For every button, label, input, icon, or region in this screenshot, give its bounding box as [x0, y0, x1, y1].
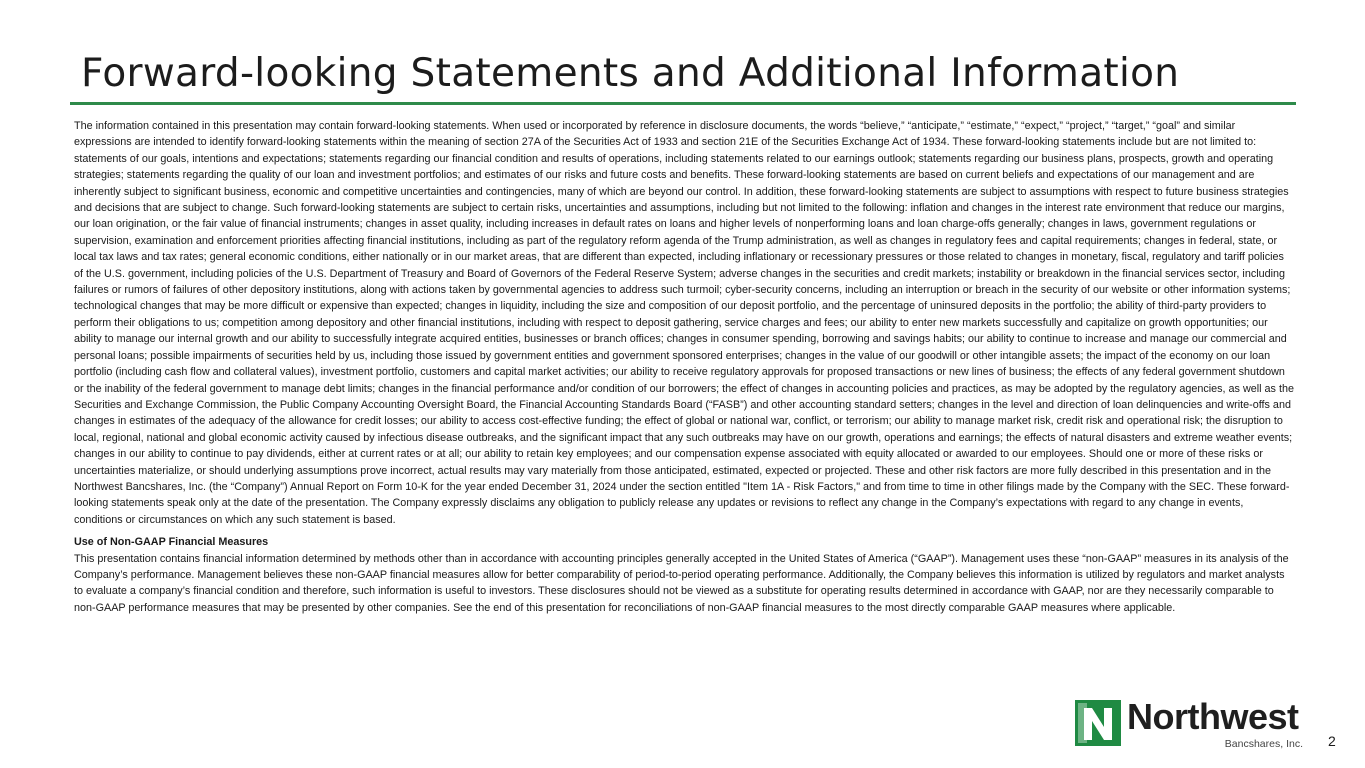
forward-looking-paragraph: The information contained in this presentation may contain forward-looking statements. When used or incorporated by reference in disclosure documents, the words “believe,” “anticipate,” “estimate,” “expect,” “project,” “target,” “goal” and similar expressions are intended to identify forward-looking statements within the meaning of section 27A of the Securities Act of 1933 and section 21E of the Securities Exchange Act of 1934. These forward-looking statements include but are not limited to: statements of our goals, intentions and expectations; statements regarding our financial condition and results of operations, including statements related to our earnings outlook; statements regarding our business plans, prospects, growth and operating strategies; statements regarding the quality of our loan and investment portfolios; and estimates of our risks and future costs and benefits. These forward-looking statements are based on current beliefs and expectations of our management and are inherently subject to significant business, economic and competitive uncertainties and contingencies, many of which are beyond our control. In addition, these forward-looking statements are subject to assumptions with respect to future business strategies and decisions that are subject to change. Such forward-looking statements are subject to certain risks, uncertainties and assumptions, including but not limited to the following: inflation and changes in the interest rate environment that reduce our margins, our loan origination, or the fair value of financial instruments; changes in asset quality, including increases in default rates on loans and higher levels of nonperforming loans and loan charge-offs generally; changes in laws, government regulations or supervision, examination and enforcement priorities affecting financial institutions, including as part of the regulatory reform agenda of the Trump administration, as well as changes in regulatory fees and capital requirements; changes in federal, state, or local tax laws and tax rates; general economic conditions, either nationally or in our market areas, that are different than expected, including inflationary or recessionary pressures or those related to changes in monetary, fiscal, regulatory and tariff policies of the U.S. government, including policies of the U.S. Department of Treasury and Board of Governors of the Federal Reserve System; adverse changes in the securities and credit markets; instability or breakdown in the financial services sector, including failures or rumors of failures of other depository institutions, along with actions taken by governmental agencies to address such turmoil; cyber-security concerns, including an interruption or breach in the security of our website or other information systems; technological changes that may be more difficult or expensive than expected; changes in liquidity, including the size and composition of our deposit portfolio, and the percentage of uninsured deposits in the portfolio; the ability of third-party providers to perform their obligations to us; competition among depository and other financial institutions, including with respect to deposit gathering, service charges and fees; our ability to enter new markets successfully and capitalize on growth opportunities; our ability to manage our internal growth and our ability to successfully integrate acquired entities, businesses or branch offices; changes in consumer spending, borrowing and savings habits; our ability to continue to increase and manage our commercial and personal loans; possible impairments of securities held by us, including those issued by government entities and government sponsored enterprises; changes in the value of our goodwill or other intangible assets; the impact of the economy on our loan portfolio (including cash flow and collateral values), investment portfolio, customers and capital market activities; our ability to receive regulatory approvals for proposed transactions or new lines of business; the effects of any federal government shutdown or the inability of the federal government to manage debt limits; changes in the financial performance and/or condition of our borrowers; the effect of changes in accounting policies and practices, as may be adopted by the regulatory agencies, as well as the Securities and Exchange Commission, the Public Company Accounting Oversight Board, the Financial Accounting Standards Board (“FASB”) and other accounting standard setters; changes in the level and direction of loan delinquencies and write-offs and changes in estimates of the adequacy of the allowance for credit losses; our ability to access cost-effective funding; the effect of global or national war, conflict, or terrorism; our ability to manage market risk, credit risk and operational risk; the disruption to local, regional, national and global economic activity caused by infectious disease outbreaks, and the significant impact that any such outbreaks may have on our growth, operations and earnings; the effects of natural disasters and extreme weather events; changes in our ability to continue to pay dividends, either at current rates or at all; our ability to retain key employees; and our compensation expense associated with equity allocated or awarded to our employees. Should one or more of these risks or uncertainties materialize, or should underlying assumptions prove incorrect, actual results may vary materially from those anticipated, estimated, expected or projected. These and other risk factors are more fully described in this presentation and in the Northwest Bancshares, Inc. (the “Company”) Annual Report on Form 10-K for the year ended December 31, 2024 under the section entitled "Item 1A - Risk Factors," and from time to time in other filings made by the Company with the SEC. These forward-looking statements speak only at the date of the presentation. The Company expressly disclaims any obligation to publicly release any updates or revisions to reflect any change in the Company’s expectations with regard to any change in events, conditions or circumstances on which any such statement is based. [74, 120, 1294, 526]
page-number: 2 [1328, 733, 1336, 749]
non-gaap-heading: Use of Non-GAAP Financial Measures [74, 536, 269, 549]
title-divider [70, 102, 1296, 105]
northwest-logo [1075, 696, 1303, 752]
disclaimer-body [74, 118, 1294, 616]
n-logo-icon [1075, 700, 1121, 746]
logo-wordmark: Northwest [1127, 696, 1299, 737]
slide-title: Forward-looking Statements and Additional Information [81, 51, 1180, 96]
logo-subtitle: Bancshares, Inc. [1224, 738, 1303, 750]
non-gaap-paragraph: This presentation contains financial information determined by methods other than in accordance with accounting principles generally accepted in the United States of America (“GAAP”). Management uses these “non-GAAP” measures in its analysis of the Company’s performance. Management believes these non-GAAP financial measures allow for better comparability of period-to-period operating performance. Additionally, the Company believes this information is utilized by regulators and market analysts to evaluate a company’s financial condition and therefore, such information is useful to investors. These disclosures should not be viewed as a substitute for operating results determined in accordance with GAAP, nor are they necessarily comparable to non-GAAP performance measures that may be presented by other companies. See the end of this presentation for reconciliations of non-GAAP financial measures to the most directly comparable GAAP measures where applicable. [74, 552, 1289, 614]
